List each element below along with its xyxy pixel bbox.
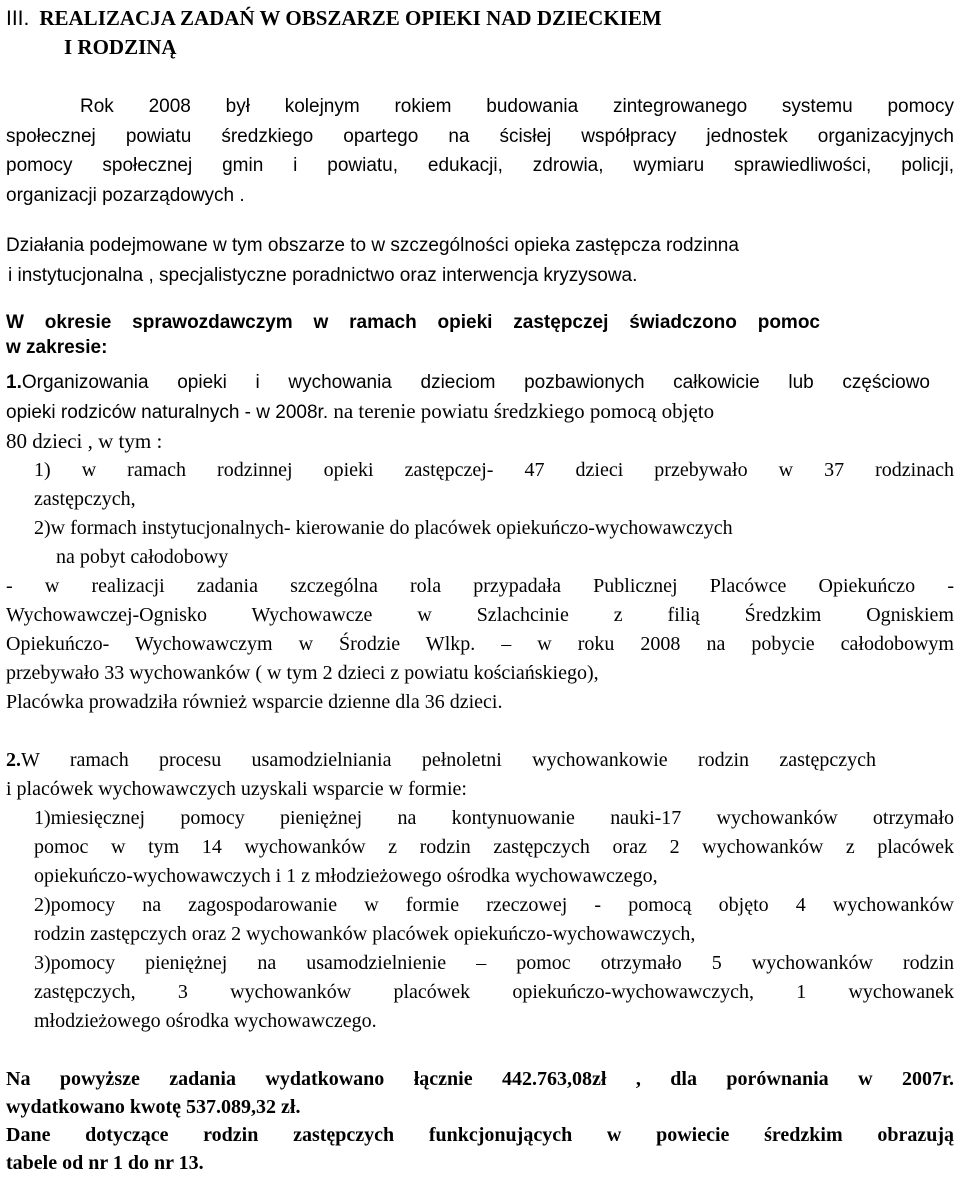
- section-1-number: 1.: [6, 372, 22, 393]
- actions-paragraph: [6, 231, 954, 290]
- support-line: 3)pomocy pieniężnej na usamodzielnienie – pomoc otrzymało 5 wychowanków rodzin: [34, 952, 954, 974]
- intro-line: społecznej powiatu średzkiego opartego na ścisłej współpracy jednostek organizacyjnych: [6, 125, 954, 147]
- heading-line-2: I RODZINĄ: [64, 35, 177, 59]
- placowka-line: Wychowawczej-Ognisko Wychowawcze w Szlachcinie z filią Średzkim Ogniskiem: [6, 604, 954, 626]
- list-item: 2)w formach instytucjonalnych- kierowanie do placówek opiekuńczo-wychowawczych: [34, 517, 733, 539]
- section-1-list: [6, 456, 954, 717]
- summary-line: Dane dotyczące rodzin zastępczych funkcjonujących w powiecie średzkim obrazują: [6, 1124, 954, 1146]
- placowka-line: Opiekuńczo- Wychowawczym w Środzie Wlkp. – w roku 2008 na pobycie całodobowym: [6, 633, 954, 655]
- actions-line: Działania podejmowane w tym obszarze to w szczególności opieka zastępcza rodzinna: [6, 235, 739, 256]
- care-intro: [6, 310, 954, 360]
- section-2-line-text: W ramach procesu usamodzielniania pełnoletni wychowankowie rodzin zastępczych: [21, 749, 876, 771]
- support-line: rodzin zastępczych oraz 2 wychowanków placówek opiekuńczo-wychowawczych,: [34, 923, 696, 945]
- intro-line: Rok 2008 był kolejnym rokiem budowania zintegrowanego systemu pomocy: [80, 96, 954, 117]
- section-1-line: [6, 368, 930, 397]
- section-1-line-text: opieki rodziców naturalnych - w 2008r.: [6, 402, 329, 423]
- actions-line: i instytucjonalna , specjalistyczne poradnictwo oraz interwencja kryzysowa.: [8, 264, 638, 286]
- section-1-line: [6, 397, 954, 427]
- summary-line: tabele od nr 1 do nr 13.: [6, 1152, 204, 1174]
- section-1-line-text: na terenie powiatu średzkiego pomocą objęto: [328, 399, 715, 423]
- intro-paragraph: [6, 92, 954, 210]
- placowka-line: - w realizacji zadania szczególna rola przypadała Publicznej Placówce Opiekuńczo -: [6, 575, 954, 597]
- care-intro-line: w zakresie:: [6, 337, 108, 358]
- placowka-line: Placówka prowadziła również wsparcie dzienne dla 36 dzieci.: [6, 691, 503, 713]
- placowka-line: przebywało 33 wychowanków ( w tym 2 dzieci z powiatu kościańskiego),: [6, 662, 599, 684]
- section-2-number: 2.: [6, 749, 21, 771]
- support-line: 1)miesięcznej pomocy pieniężnej na kontynuowanie nauki-17 wychowanków otrzymało: [34, 807, 954, 829]
- section-2-line: i placówek wychowawczych uzyskali wsparcie w formie:: [6, 778, 467, 800]
- support-line: opiekuńczo-wychowawczych i 1 z młodzieżowego ośrodka wychowawczego,: [34, 865, 658, 887]
- support-line: młodzieżowego ośrodka wychowawczego.: [34, 1010, 377, 1032]
- list-item: zastępczych,: [34, 488, 136, 510]
- section-1-line: 80 dzieci , w tym :: [6, 429, 163, 453]
- section-heading: [6, 4, 954, 62]
- heading-number: III.: [6, 7, 30, 30]
- section-1: [6, 368, 954, 717]
- heading-line-1: REALIZACJA ZADAŃ W OBSZARZE OPIEKI NAD DZIECKIEM: [39, 6, 662, 30]
- support-line: pomoc w tym 14 wychowanków z rodzin zastępczych oraz 2 wychowanków z placówek: [34, 836, 954, 858]
- support-line: zastępczych, 3 wychowanków placówek opiekuńczo-wychowawczych, 1 wychowanek: [34, 981, 954, 1003]
- intro-line: organizacji pozarządowych .: [6, 184, 245, 206]
- section-2: [6, 746, 954, 1036]
- section-2-line: [6, 746, 876, 775]
- summary-line: wydatkowano kwotę 537.089,32 zł.: [6, 1096, 301, 1118]
- section-1-line-text: Organizowania opieki i wychowania dzieciom pozbawionych całkowicie lub częściowo: [21, 372, 930, 393]
- document-page: [6, 0, 954, 1177]
- care-intro-line: W okresie sprawozdawczym w ramach opieki zastępczej świadczono pomoc: [6, 312, 820, 333]
- list-item: 1) w ramach rodzinnej opieki zastępczej- 47 dzieci przebywało w 37 rodzinach: [34, 459, 954, 481]
- list-item: na pobyt całodobowy: [56, 546, 229, 568]
- expenditure-summary: [6, 1065, 954, 1177]
- summary-line: Na powyższe zadania wydatkowano łącznie 442.763,08zł , dla porównania w 2007r.: [6, 1068, 954, 1090]
- intro-line: pomocy społecznej gmin i powiatu, edukacji, zdrowia, wymiaru sprawiedliwości, policji,: [6, 155, 954, 176]
- support-line: 2)pomocy na zagospodarowanie w formie rzeczowej - pomocą objęto 4 wychowanków: [34, 894, 954, 916]
